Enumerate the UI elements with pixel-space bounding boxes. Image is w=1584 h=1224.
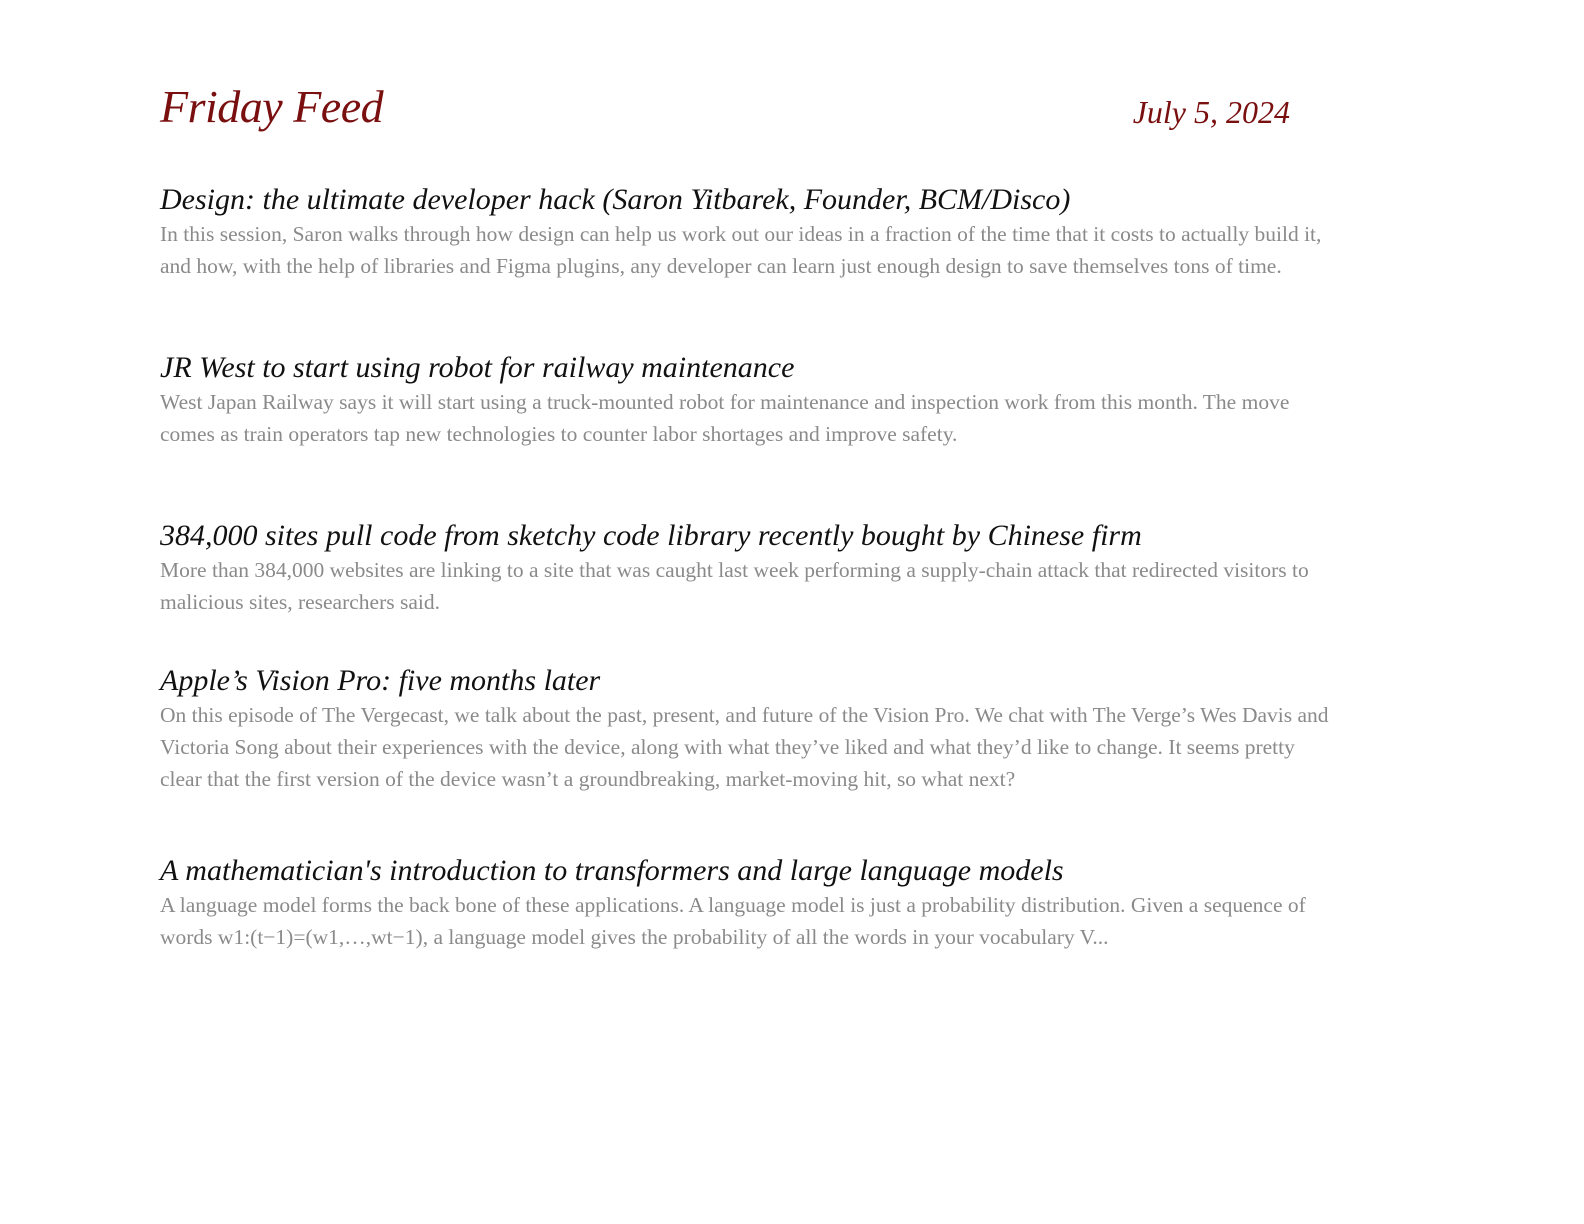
feed-date: July 5, 2024	[1132, 94, 1290, 130]
article-title[interactable]: Apple’s Vision Pro: five months later	[160, 664, 601, 697]
article-summary: West Japan Railway says it will start using a truck-mounted robot for maintenance and inspection work from this month. The move comes as train operators tap new technologies to counter labor shortages and improve safety.	[160, 390, 1290, 446]
article-summary: More than 384,000 websites are linking to a site that was caught last week performing a supply-chain attack that redirected visitors to malicious sites, researchers said.	[160, 558, 1309, 614]
masthead	[160, 60, 1340, 182]
article-item	[160, 182, 1340, 282]
article-item	[160, 518, 1340, 618]
article-item	[160, 663, 1340, 795]
article-item	[160, 350, 1340, 450]
article-item	[160, 853, 1340, 953]
article-summary: On this episode of The Vergecast, we talk about the past, present, and future of the Vision Pro. We chat with The Verge’s Wes Davis and Victoria Song about their experiences with the device, along with what they’ve liked and what they’d like to change. It seems pretty clear that the first version of the device wasn’t a groundbreaking, market-moving hit, so what next?	[160, 703, 1329, 791]
article-summary: In this session, Saron walks through how design can help us work out our ideas in a fraction of the time that it costs to actually build it, and how, with the help of libraries and Figma plugins, any developer can learn just enough design to save themselves tons of time.	[160, 222, 1322, 278]
article-title[interactable]: A mathematician's introduction to transformers and large language models	[160, 854, 1064, 887]
page-title: Friday Feed	[160, 81, 384, 132]
article-summary: A language model forms the back bone of these applications. A language model is just a probability distribution. Given a sequence of words w1:(t−1)=(w1,…,wt−1), a language model gives the probability of all the words in your vocabulary V...	[160, 893, 1306, 949]
article-title[interactable]: JR West to start using robot for railway maintenance	[160, 351, 795, 384]
article-title[interactable]: Design: the ultimate developer hack (Saron Yitbarek, Founder, BCM/Disco)	[160, 183, 1071, 216]
feed-page	[160, 60, 1340, 949]
article-title[interactable]: 384,000 sites pull code from sketchy code library recently bought by Chinese firm	[160, 519, 1142, 552]
